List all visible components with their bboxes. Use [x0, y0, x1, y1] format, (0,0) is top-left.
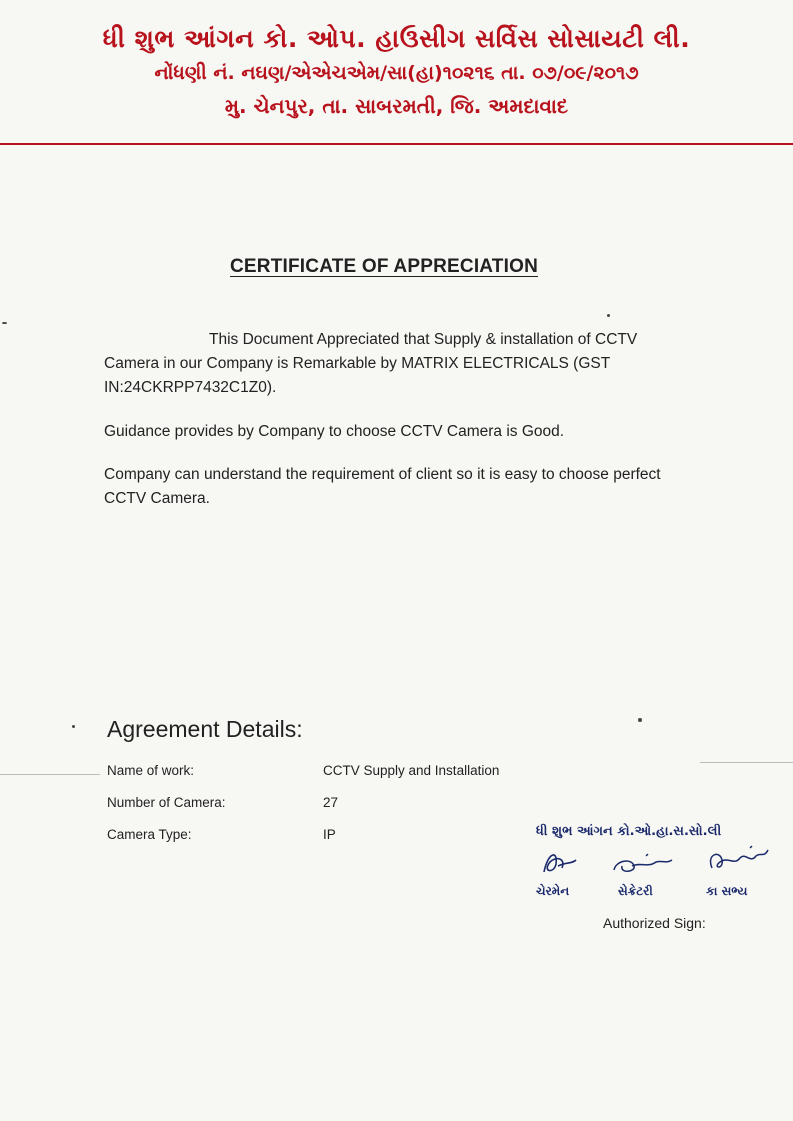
- society-stamp: [536, 824, 776, 904]
- certificate-title: CERTIFICATE OF APPRECIATION: [230, 256, 538, 277]
- detail-value: CCTV Supply and Installation: [323, 763, 500, 778]
- body-paragraph-2: Guidance provides by Company to choose CCTV Camera is Good.: [104, 423, 565, 440]
- society-name: ધી શુભ આંગન કો. ઓપ. હાઉસીગ સર્વિસ સોસાયટી લી.: [102, 24, 691, 53]
- body-paragraph-1: This Document Appreciated that Supply & installation of CCTV Camera in our Company is Remarkable by MATRIX ELECTRICALS (GST IN:24CKRPP7432C1Z0).: [104, 331, 638, 396]
- stamp-role-secretary: સેક્રેટરી: [618, 884, 653, 898]
- detail-label: Camera Type:: [107, 827, 192, 842]
- handwritten-signatures: [536, 842, 776, 884]
- letterhead-divider: [0, 143, 793, 145]
- stamp-society-name: ધી શુભ આંગન કો.ઓ.હા.સ.સો.લી: [536, 824, 722, 839]
- stamp-role-member: કા સભ્ય: [706, 884, 748, 898]
- detail-value: 27: [323, 795, 339, 810]
- scan-speck: [2, 322, 7, 324]
- body-paragraph-3: Company can understand the requirement of client so it is easy to choose perfect CCTV Camera.: [104, 466, 661, 507]
- scan-fold-line: [0, 774, 100, 775]
- scan-speck: [72, 725, 75, 728]
- detail-value: IP: [323, 827, 336, 842]
- detail-label: Name of work:: [107, 763, 195, 778]
- authorized-sign-label: Authorized Sign:: [603, 915, 706, 931]
- letterhead: [0, 22, 793, 122]
- scan-fold-line: [700, 762, 793, 763]
- agreement-heading: Agreement Details:: [107, 716, 303, 742]
- detail-label: Number of Camera:: [107, 795, 226, 810]
- registration-number: નોંધણી નં. નઘણ/એએચએમ/સા(હા)૧૦૨૧૬ તા. ૦૭/૦૯/૨૦૧૭: [154, 62, 639, 84]
- stamp-role-chairman: ચેરમેન: [536, 884, 570, 898]
- scan-speck: [638, 718, 642, 722]
- society-address: મુ. ચેનપુર, તા. સાબરમતી, જિ. અમદાવાદ: [224, 94, 569, 118]
- scan-speck: [607, 314, 610, 317]
